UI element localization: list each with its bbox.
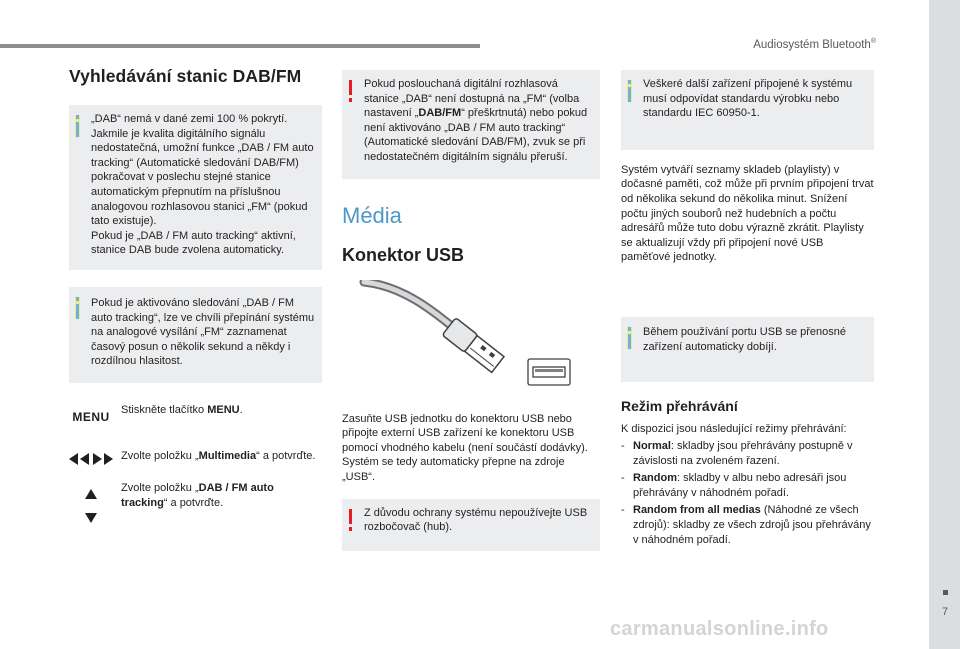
page-marker [943, 590, 948, 595]
warning-icon [348, 509, 353, 531]
usb-instructions: Zasuňte USB jednotku do konektoru USB nebo připojte externí USB zařízení ke konektoru USB pomocí vhodného kabelu (není součástí dodávky). Systém se tedy automaticky přepne na zdroje „USB“. [342, 412, 588, 483]
section-title-dab: Vyhledávání stanic DAB/FM [69, 66, 302, 86]
warning-icon [348, 80, 353, 102]
header-bar [0, 44, 480, 48]
info-icon [627, 327, 632, 349]
info-icon [627, 80, 632, 102]
usb-port-icon [527, 358, 571, 386]
left-right-arrows-icon [69, 453, 113, 465]
usb-illustration [342, 280, 600, 400]
list-item-random-all: - Random from all medias (Náhodné ze všech zdrojů): skladby ze všech zdrojů jsou přehrávány v náhodném pořadí. [621, 503, 874, 548]
playlist-description: Systém vytváří seznamy skladeb (playlisty) v dočasné paměti, což může při prvním připojení trvat od několika sekund do několika minut. Snížení počtu jiných souborů než hudebních a počtu adresářů může tuto dobu výrazně zkrátit. Playlisty se aktualizují vždy při připojení nové USB paměťové jednotky. [621, 163, 874, 264]
section-title-media: Média [342, 202, 402, 228]
section-title-play-mode: Režim přehrávání [621, 398, 738, 415]
step-select-multimedia: Zvolte položku „Multimedia“ a potvrďte. [69, 449, 322, 464]
play-mode-list: K dispozici jsou následující režimy přehrávání: - Normal: skladby jsou přehrávány postupně v závislosti na zvoleném řazení. - Random: skladby v albu nebo adresáři jsou přehrávány v náhodném pořadí. - Random from all medias (Náhodné ze všech zdrojů): skladby ze všech zdrojů jsou přehrávány v náhodném pořadí. [621, 422, 874, 548]
page-side-strip [929, 0, 960, 649]
watermark: carmanualsonline.info [610, 618, 829, 640]
info-note-charging: Během používání portu USB se přenosné zařízení automaticky dobíjí. [621, 317, 874, 382]
page-number: 7 [941, 606, 949, 618]
section-title-usb: Konektor USB [342, 244, 465, 265]
column-dab-search [69, 66, 322, 511]
chapter-title: Audiosystém Bluetooth® [753, 38, 876, 51]
menu-button-icon: MENU [72, 409, 110, 424]
column-media-usb [342, 70, 600, 551]
info-note-time-shift: Pokud je aktivováno sledování „DAB / FM auto tracking“, lze ve chvíli přepínání systému na analogové vysílání „FM“ zaznamenat časový posun o několik sekund a někdy i rozdílnou hlasitost. [69, 287, 322, 383]
warning-note-usb-hub: Z důvodu ochrany systému nepoužívejte USB rozbočovač (hub). [342, 499, 600, 551]
info-icon [75, 297, 80, 319]
list-item-random: - Random: skladby v albu nebo adresáři jsou přehrávány v náhodném pořadí. [621, 471, 874, 501]
info-icon [75, 115, 80, 137]
step-select-dab-fm: Zvolte položku „DAB / FM auto tracking“ a potvrďte. [69, 481, 322, 511]
step-press-menu: MENU Stiskněte tlačítko MENU. [69, 403, 322, 425]
column-usb-details [621, 70, 874, 548]
list-item-normal: - Normal: skladby jsou přehrávány postupně v závislosti na zvoleném řazení. [621, 439, 874, 469]
info-note-dab-coverage: „DAB“ nemá v dané zemi 100 % pokrytí. Jakmile je kvalita digitálního signálu nedostatečná, umožní funkce „DAB / FM auto tracking“ (Automatické sledování DAB/FM) pokračovat v poslechu stejné stanice automatickým přepnutím na příslušnou analogovou rozhlasovou stanici „FM“ (pokud tato existuje). Pokud je „DAB / FM auto tracking“ aktivní, stanice DAB bude zvolena automaticky. [69, 105, 322, 270]
up-down-arrows-icon [69, 489, 113, 523]
info-note-iec-standard: Veškeré další zařízení připojené k systému musí odpovídat standardu výrobku nebo standardu IEC 60950-1. [621, 70, 874, 150]
warning-note-dab-unavailable: Pokud poslouchaná digitální rozhlasová stanice „DAB“ není dostupná na „FM“ (volba nastavení „DAB/FM“ přeškrtnutá) nebo pokud není aktivováno „DAB / FM auto tracking“ (Automatické sledování DAB/FM), zvuk se při nedostatečném digitálním signálu přeruší. [342, 70, 600, 179]
